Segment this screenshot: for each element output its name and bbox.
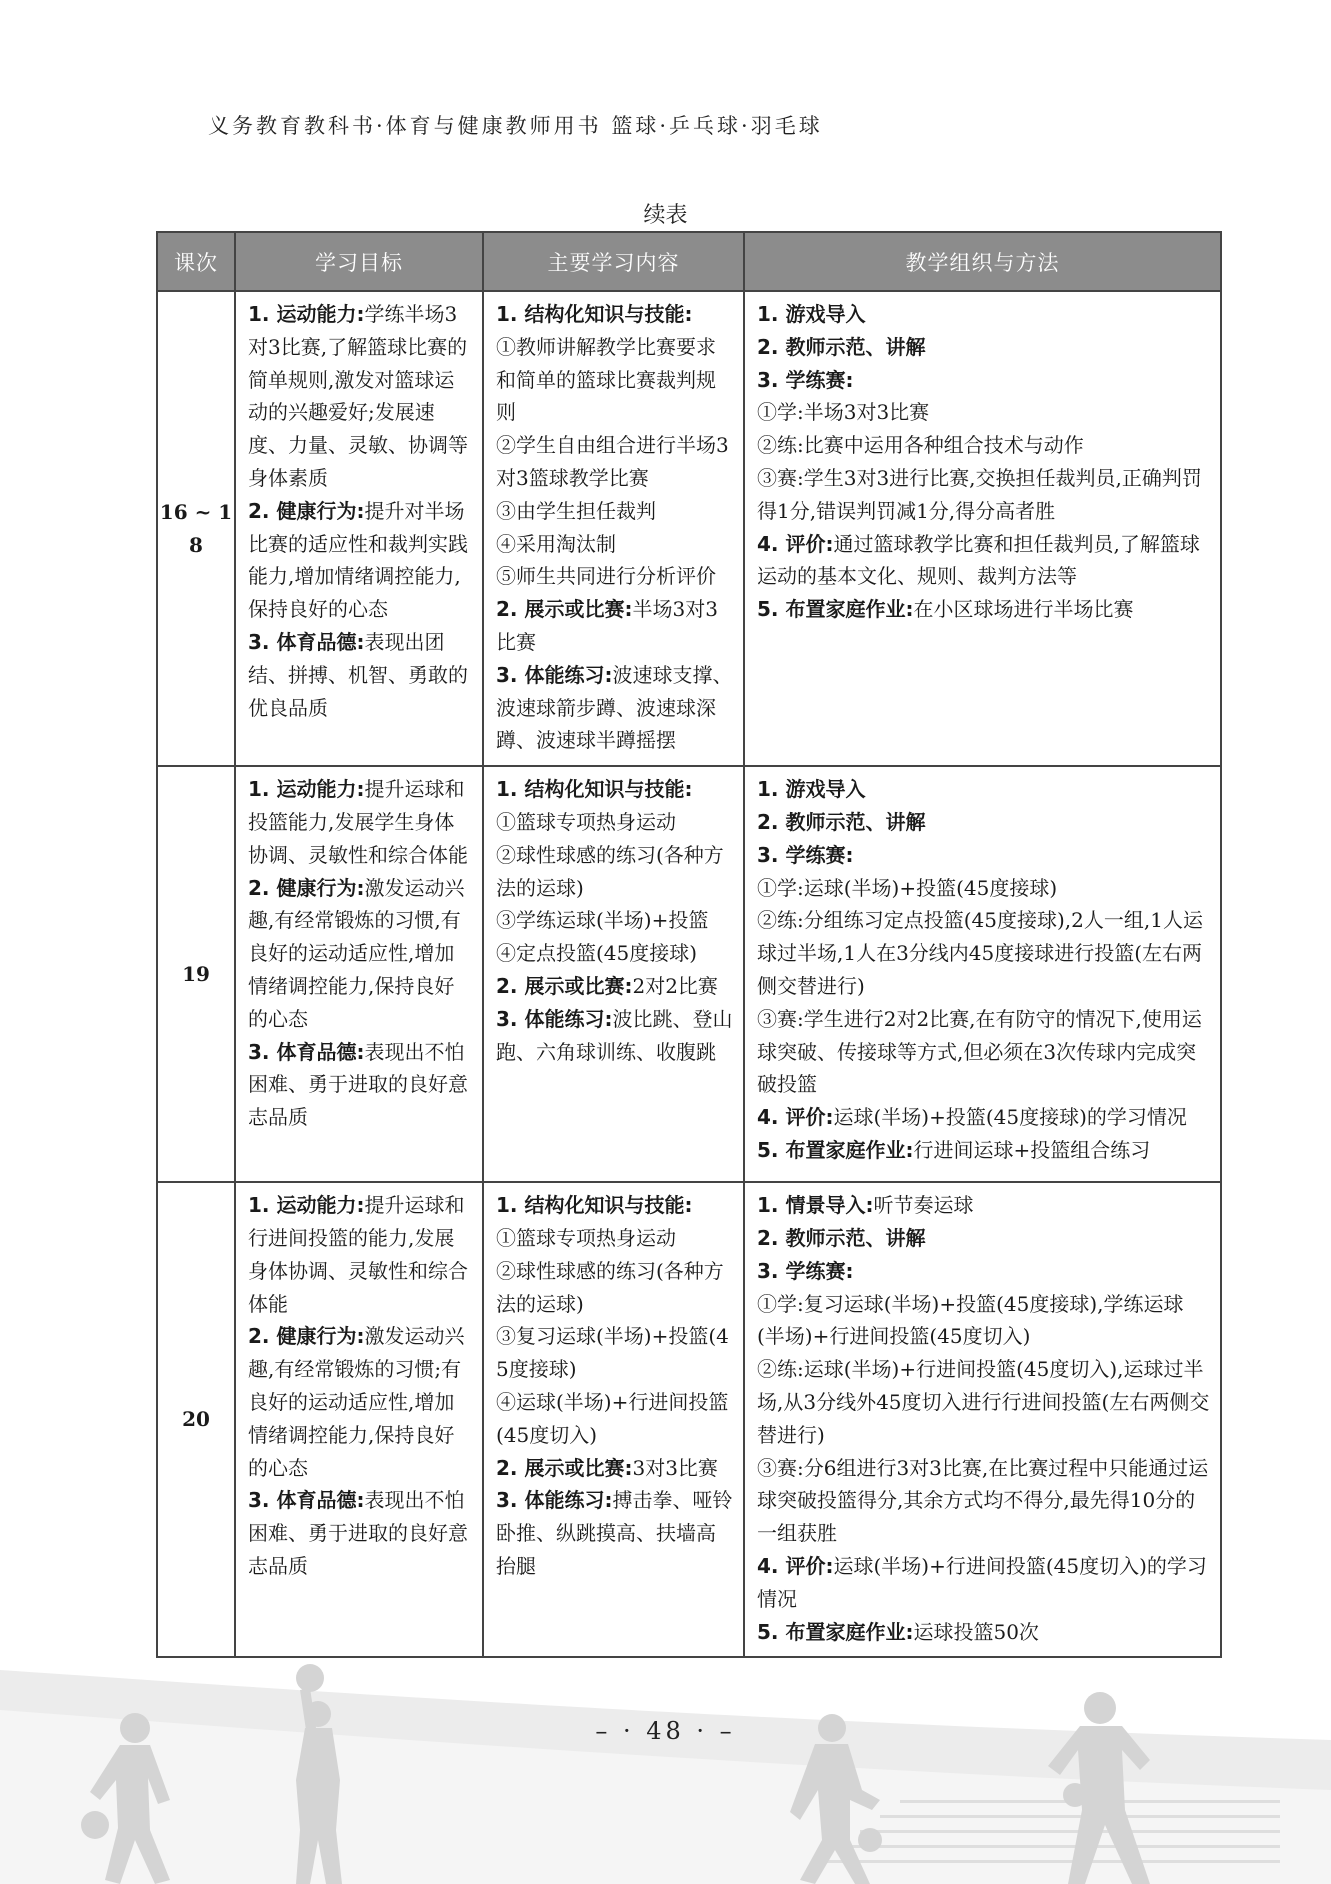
item-label: 1. 结构化知识与技能: xyxy=(496,302,693,326)
content-item xyxy=(496,1255,733,1321)
goals-item xyxy=(248,1189,472,1320)
goals-item xyxy=(248,872,472,1036)
goals-item xyxy=(248,626,472,724)
item-text: 搏击拳、哑铃卧推、纵跳摸高、扶墙高抬腿 xyxy=(496,1488,733,1578)
methods-item xyxy=(757,773,1210,806)
content-cell xyxy=(483,291,744,766)
item-text: 运球(半场)+行进间投篮(45度切入)的学习情况 xyxy=(757,1553,1207,1611)
item-label: 3. 体能练习: xyxy=(496,1488,613,1513)
item-label: 4. 评价: xyxy=(757,531,834,556)
item-label: 2. 健康行为: xyxy=(248,1324,365,1349)
item-text: ③赛:学生3对3进行比赛,交换担任裁判员,正确判罚得1分,错误判罚减1分,得分高者胜 xyxy=(757,465,1202,523)
item-label: 3. 体育品德: xyxy=(248,1488,365,1513)
item-label: 5. 布置家庭作业: xyxy=(757,1137,914,1162)
lesson-plan-table xyxy=(156,231,1222,1658)
methods-item xyxy=(757,1222,1210,1255)
item-label: 3. 体能练习: xyxy=(496,662,613,687)
item-text: 在小区球场进行半场比赛 xyxy=(913,597,1134,622)
methods-item xyxy=(757,1255,1210,1288)
item-label: 2. 教师示范、讲解 xyxy=(757,809,926,834)
item-label: 2. 展示或比赛: xyxy=(496,597,633,622)
content-item xyxy=(496,429,733,495)
methods-item xyxy=(757,1288,1210,1354)
goals-item xyxy=(248,1484,472,1582)
table-header-row xyxy=(157,232,1221,291)
methods-item xyxy=(757,298,1210,331)
content-item xyxy=(496,1320,733,1386)
item-text: 运球(半场)+投篮(45度接球)的学习情况 xyxy=(833,1105,1187,1130)
item-label: 2. 健康行为: xyxy=(248,875,365,900)
methods-item xyxy=(757,1134,1210,1167)
content-item xyxy=(496,904,733,937)
methods-item xyxy=(757,1353,1210,1451)
page-number: – · 48 · – xyxy=(595,1717,736,1745)
item-text: 通过篮球教学比赛和担任裁判员,了解篮球运动的基本文化、规则、裁判方法等 xyxy=(757,531,1200,589)
content-item xyxy=(496,659,733,757)
methods-item xyxy=(757,872,1210,905)
item-text: 提升运球和行进间投篮的能力,发展身体协调、灵敏性和综合体能 xyxy=(248,1193,468,1316)
item-text: ③赛:学生进行2对2比赛,在有防守的情况下,使用运球突破、传接球等方式,但必须在3次传球内完成突破投篮 xyxy=(757,1006,1202,1097)
item-text: 表现出不怕困难、勇于进取的良好意志品质 xyxy=(248,1488,468,1578)
item-label: 1. 结构化知识与技能: xyxy=(496,1193,693,1218)
item-label: 2. 教师示范、讲解 xyxy=(757,1225,926,1250)
item-text: 运球投篮50次 xyxy=(913,1619,1039,1644)
item-label: 4. 评价: xyxy=(757,1105,834,1130)
item-label: 1. 情景导入: xyxy=(757,1193,874,1218)
column-header-methods: 教学组织与方法 xyxy=(744,232,1221,291)
lesson-number-cell: 20 xyxy=(157,1182,235,1657)
content-item xyxy=(496,1386,733,1452)
item-text: ②练:运球(半场)+行进间投篮(45度切入),运球过半场,从3分线外45度切入进行行进间投篮(左右两侧交替进行) xyxy=(757,1357,1210,1447)
item-text: 提升对半场比赛的适应性和裁判实践能力,增加情绪调控能力,保持良好的心态 xyxy=(248,498,468,622)
goals-cell xyxy=(235,766,483,1182)
methods-item xyxy=(757,1189,1210,1222)
column-header-lesson: 课次 xyxy=(157,232,235,291)
content-item xyxy=(496,560,733,593)
item-text: 波速球支撑、波速球箭步蹲、波速球深蹲、波速球半蹲摇摆 xyxy=(496,662,733,753)
item-text: ①篮球专项热身运动 xyxy=(496,1225,676,1250)
content-item xyxy=(496,773,733,806)
lesson-number-cell: 16 ~ 18 xyxy=(157,291,235,766)
item-label: 3. 体育品德: xyxy=(248,1039,365,1064)
item-label: 2. 教师示范、讲解 xyxy=(757,334,926,359)
methods-item xyxy=(757,593,1210,626)
table-row xyxy=(157,1182,1221,1657)
item-text: 3对3比赛 xyxy=(632,1455,718,1480)
goals-item xyxy=(248,1036,472,1134)
content-item xyxy=(496,806,733,839)
item-label: 1. 运动能力: xyxy=(248,302,365,326)
item-label: 3. 学练赛: xyxy=(757,1258,854,1283)
item-text: ⑤师生共同进行分析评价 xyxy=(496,564,716,589)
content-item xyxy=(496,1222,733,1255)
methods-item xyxy=(757,331,1210,364)
item-text: 表现出不怕困难、勇于进取的良好意志品质 xyxy=(248,1039,468,1130)
table-row xyxy=(157,766,1221,1182)
item-text: ③学练运球(半场)+投篮 xyxy=(496,908,709,933)
item-text: 激发运动兴趣,有经常锻炼的习惯;有良好的运动适应性,增加情绪调控能力,保持良好的心态 xyxy=(248,1324,465,1480)
column-header-goals: 学习目标 xyxy=(235,232,483,291)
lesson-number-cell: 19 xyxy=(157,766,235,1182)
content-item xyxy=(496,1003,733,1069)
item-label: 4. 评价: xyxy=(757,1553,834,1578)
item-text: ③由学生担任裁判 xyxy=(496,498,656,523)
item-text: 2对2比赛 xyxy=(632,973,718,998)
item-label: 1. 游戏导入 xyxy=(757,302,866,326)
methods-cell xyxy=(744,766,1221,1182)
goals-item xyxy=(248,1320,472,1484)
item-text: ②球性球感的练习(各种方法的运球) xyxy=(496,842,724,900)
item-text: ④运球(半场)+行进间投篮(45度切入) xyxy=(496,1389,729,1447)
item-label: 1. 游戏导入 xyxy=(757,777,866,802)
goals-item xyxy=(248,298,472,495)
item-label: 2. 展示或比赛: xyxy=(496,1455,633,1480)
methods-item xyxy=(757,1003,1210,1101)
methods-item xyxy=(757,364,1210,397)
item-text: 表现出团结、拼搏、机智、勇敢的优良品质 xyxy=(248,629,468,720)
methods-item xyxy=(757,839,1210,872)
content-item xyxy=(496,937,733,970)
item-label: 3. 体能练习: xyxy=(496,1006,613,1031)
table-caption: 续表 xyxy=(643,203,688,228)
item-text: ①教师讲解教学比赛要求和简单的篮球比赛裁判规则 xyxy=(496,334,716,425)
item-label: 3. 学练赛: xyxy=(757,367,854,392)
methods-cell xyxy=(744,291,1221,766)
item-text: 行进间运球+投篮组合练习 xyxy=(913,1137,1151,1162)
methods-item xyxy=(757,396,1210,429)
methods-item xyxy=(757,528,1210,594)
methods-cell xyxy=(744,1182,1221,1657)
goals-item xyxy=(248,495,472,626)
content-item xyxy=(496,970,733,1003)
goals-cell xyxy=(235,291,483,766)
footer-decoration xyxy=(0,1650,1331,1884)
item-text: ①篮球专项热身运动 xyxy=(496,809,676,834)
footer-silhouettes xyxy=(0,1650,1331,1884)
content-item xyxy=(496,839,733,905)
item-text: 半场3对3比赛 xyxy=(496,597,718,654)
item-text: ④采用淘汰制 xyxy=(496,531,616,556)
methods-item xyxy=(757,1452,1210,1550)
methods-item xyxy=(757,1550,1210,1616)
item-text: 提升运球和投篮能力,发展学生身体协调、灵敏性和综合体能 xyxy=(248,777,468,867)
goals-cell xyxy=(235,1182,483,1657)
item-label: 2. 健康行为: xyxy=(248,498,365,523)
methods-item xyxy=(757,904,1210,1002)
item-text: 听节奏运球 xyxy=(873,1193,974,1218)
item-text: 激发运动兴趣,有经常锻炼的习惯,有良好的运动适应性,增加情绪调控能力,保持良好的心态 xyxy=(248,875,465,1031)
content-item xyxy=(496,593,733,659)
item-text: ②练:比赛中运用各种组合技术与动作 xyxy=(757,433,1084,458)
table-row xyxy=(157,291,1221,766)
content-cell xyxy=(483,766,744,1182)
methods-item xyxy=(757,429,1210,462)
item-text: ①学:运球(半场)+投篮(45度接球) xyxy=(757,875,1058,900)
item-label: 5. 布置家庭作业: xyxy=(757,597,914,622)
item-label: 3. 体育品德: xyxy=(248,629,365,654)
item-label: 2. 展示或比赛: xyxy=(496,973,633,998)
item-text: ④定点投篮(45度接球) xyxy=(496,941,698,966)
content-item xyxy=(496,528,733,561)
content-item xyxy=(496,495,733,528)
content-item xyxy=(496,1484,733,1582)
item-label: 1. 结构化知识与技能: xyxy=(496,777,693,802)
goals-item xyxy=(248,773,472,871)
column-header-content: 主要学习内容 xyxy=(483,232,744,291)
item-text: ②练:分组练习定点投篮(45度接球),2人一组,1人运球过半场,1人在3分线内45度接球进行投篮(左右两侧交替进行) xyxy=(757,908,1203,998)
item-text: ③复习运球(半场)+投篮(45度接球) xyxy=(496,1324,729,1382)
item-text: 学练半场3对3比赛,了解篮球比赛的简单规则,激发对篮球运动的兴趣爱好;发展速度、力量、灵敏、协调等身体素质 xyxy=(248,302,468,490)
item-text: ②球性球感的练习(各种方法的运球) xyxy=(496,1258,724,1316)
item-text: ①学:复习运球(半场)+投篮(45度接球),学练运球(半场)+行进间投篮(45度切入) xyxy=(757,1291,1184,1349)
content-cell xyxy=(483,1182,744,1657)
item-text: ③赛:分6组进行3对3比赛,在比赛过程中只能通过运球突破投篮得分,其余方式均不得分,最先得10分的一组获胜 xyxy=(757,1455,1209,1546)
item-label: 3. 学练赛: xyxy=(757,842,854,867)
content-item xyxy=(496,331,733,429)
item-text: 波比跳、登山跑、六角球训练、收腹跳 xyxy=(496,1006,733,1064)
methods-item xyxy=(757,1616,1210,1649)
content-item xyxy=(496,1189,733,1222)
running-head: 义务教育教科书·体育与健康教师用书 篮球·乒乓球·羽毛球 xyxy=(208,114,823,138)
item-label: 1. 运动能力: xyxy=(248,777,365,802)
methods-item xyxy=(757,462,1210,528)
item-label: 5. 布置家庭作业: xyxy=(757,1619,914,1644)
methods-item xyxy=(757,806,1210,839)
item-text: ②学生自由组合进行半场3对3篮球教学比赛 xyxy=(496,433,729,490)
item-text: ①学:半场3对3比赛 xyxy=(757,400,930,425)
content-item xyxy=(496,1452,733,1485)
methods-item xyxy=(757,1101,1210,1134)
item-label: 1. 运动能力: xyxy=(248,1193,365,1218)
content-item xyxy=(496,298,733,331)
